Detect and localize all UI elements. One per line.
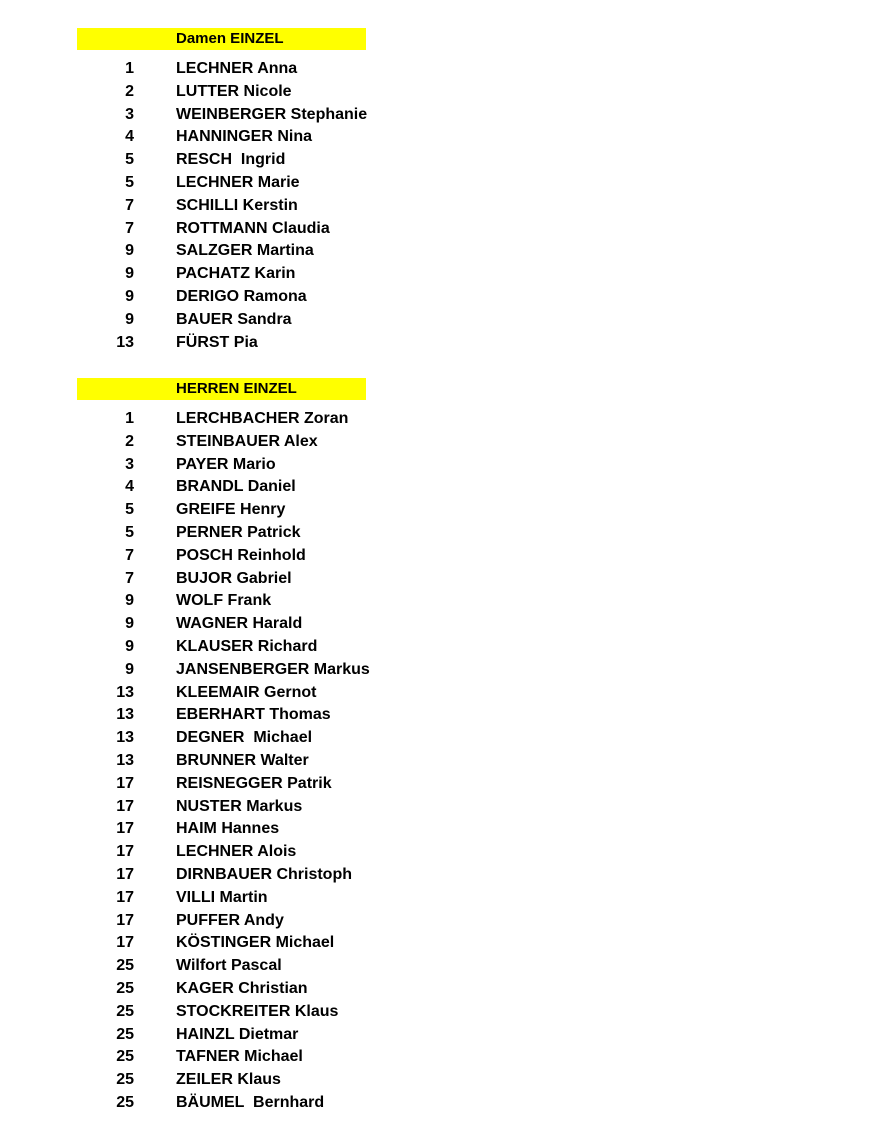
ranking-row xyxy=(77,242,377,265)
player-name: BRANDL Daniel xyxy=(176,478,296,496)
rank-number: 3 xyxy=(125,455,134,473)
rank-number: 13 xyxy=(116,729,134,747)
player-name: LECHNER Alois xyxy=(176,843,297,861)
ranking-row xyxy=(77,684,377,707)
ranking-row xyxy=(77,197,377,220)
ranking-row xyxy=(77,934,377,957)
rank-number: 17 xyxy=(116,843,134,861)
ranking-row xyxy=(77,1071,377,1094)
player-name: GREIFE Henry xyxy=(176,501,286,519)
rank-number: 9 xyxy=(125,615,134,633)
rank-number: 5 xyxy=(125,173,134,191)
rank-number: 3 xyxy=(125,105,134,123)
section-header-herren xyxy=(77,378,366,400)
ranking-row xyxy=(77,433,377,456)
ranking-row xyxy=(77,866,377,889)
ranking-row xyxy=(77,1026,377,1049)
ranking-row xyxy=(77,501,377,524)
ranking-row xyxy=(77,661,377,684)
rank-number: 25 xyxy=(116,979,134,997)
ranking-row xyxy=(77,1094,377,1117)
rank-number: 9 xyxy=(125,287,134,305)
rank-number: 13 xyxy=(116,751,134,769)
rank-number: 17 xyxy=(116,888,134,906)
player-name: FÜRST Pia xyxy=(176,333,258,351)
rank-number: 5 xyxy=(125,501,134,519)
rank-number: 1 xyxy=(125,410,134,427)
rank-number: 17 xyxy=(116,934,134,952)
rank-number: 17 xyxy=(116,774,134,792)
player-name: STOCKREITER Klaus xyxy=(176,1002,339,1020)
player-name: PUFFER Andy xyxy=(176,911,284,929)
ranking-row xyxy=(77,174,377,197)
rank-number: 7 xyxy=(125,546,134,564)
rank-number: 25 xyxy=(116,1093,134,1111)
ranking-list xyxy=(77,410,377,1117)
player-name: WOLF Frank xyxy=(176,592,272,610)
rank-number: 9 xyxy=(125,242,134,260)
rank-number: 7 xyxy=(125,219,134,237)
rank-number: 17 xyxy=(116,797,134,815)
player-name: TAFNER Michael xyxy=(176,1048,303,1066)
ranking-row xyxy=(77,410,377,433)
player-name: HAIM Hannes xyxy=(176,820,280,838)
rank-number: 2 xyxy=(125,432,134,450)
ranking-row xyxy=(77,524,377,547)
player-name: SALZGER Martina xyxy=(176,242,314,260)
ranking-row xyxy=(77,334,377,357)
player-name: BÄUMEL Bernhard xyxy=(176,1093,325,1111)
player-name: ROTTMANN Claudia xyxy=(176,219,330,237)
ranking-row xyxy=(77,456,377,479)
player-name: BAUER Sandra xyxy=(176,310,292,328)
ranking-list xyxy=(77,60,377,356)
ranking-row xyxy=(77,478,377,501)
herren-einzel-section xyxy=(77,378,377,1117)
ranking-row xyxy=(77,889,377,912)
player-name: JANSENBERGER Markus xyxy=(176,660,370,678)
rank-number: 17 xyxy=(116,911,134,929)
rank-number: 9 xyxy=(125,637,134,655)
player-name: WEINBERGER Stephanie xyxy=(176,105,368,123)
rank-number: 5 xyxy=(125,523,134,541)
player-name: HANNINGER Nina xyxy=(176,128,313,146)
player-name: KAGER Christian xyxy=(176,979,308,997)
player-name: KÖSTINGER Michael xyxy=(176,934,335,952)
ranking-row xyxy=(77,592,377,615)
rank-number: 1 xyxy=(125,60,134,77)
ranking-row xyxy=(77,83,377,106)
player-name: SCHILLI Kerstin xyxy=(176,196,298,214)
ranking-row xyxy=(77,912,377,935)
player-name: POSCH Reinhold xyxy=(176,546,306,564)
ranking-row xyxy=(77,706,377,729)
ranking-row xyxy=(77,615,377,638)
ranking-row xyxy=(77,798,377,821)
section-header-damen xyxy=(77,28,366,50)
rank-number: 9 xyxy=(125,265,134,283)
player-name: DEGNER Michael xyxy=(176,729,313,747)
rank-number: 13 xyxy=(116,683,134,701)
player-name: BRUNNER Walter xyxy=(176,751,309,769)
damen-einzel-section xyxy=(77,28,377,356)
section-title: Damen EINZEL xyxy=(176,30,284,47)
ranking-row xyxy=(77,220,377,243)
rank-number: 7 xyxy=(125,196,134,214)
ranking-row xyxy=(77,570,377,593)
rank-number: 9 xyxy=(125,592,134,610)
player-name: KLAUSER Richard xyxy=(176,637,318,655)
player-name: HAINZL Dietmar xyxy=(176,1025,299,1043)
rank-number: 2 xyxy=(125,82,134,100)
rank-number: 25 xyxy=(116,1025,134,1043)
rank-number: 7 xyxy=(125,569,134,587)
rank-number: 9 xyxy=(125,310,134,328)
rank-number: 25 xyxy=(116,1048,134,1066)
rank-number: 4 xyxy=(125,478,134,496)
player-name: Wilfort Pascal xyxy=(176,957,282,975)
rank-number: 25 xyxy=(116,1002,134,1020)
rank-number: 25 xyxy=(116,1071,134,1089)
ranking-row xyxy=(77,638,377,661)
ranking-row xyxy=(77,729,377,752)
rank-number: 17 xyxy=(116,820,134,838)
player-name: VILLI Martin xyxy=(176,888,268,906)
player-name: NUSTER Markus xyxy=(176,797,303,815)
section-title: HERREN EINZEL xyxy=(176,380,297,397)
rank-number: 13 xyxy=(116,333,134,351)
rank-number: 13 xyxy=(116,706,134,724)
player-name: EBERHART Thomas xyxy=(176,706,331,724)
ranking-row xyxy=(77,128,377,151)
player-name: BUJOR Gabriel xyxy=(176,569,292,587)
ranking-row xyxy=(77,265,377,288)
player-name: STEINBAUER Alex xyxy=(176,432,318,450)
player-name: PAYER Mario xyxy=(176,455,276,473)
ranking-row xyxy=(77,106,377,129)
player-name: PACHATZ Karin xyxy=(176,265,296,283)
player-name: PERNER Patrick xyxy=(176,523,301,541)
player-name: LECHNER Marie xyxy=(176,173,300,191)
ranking-row xyxy=(77,752,377,775)
ranking-row xyxy=(77,311,377,334)
player-name: LECHNER Anna xyxy=(176,60,298,77)
player-name: DERIGO Ramona xyxy=(176,287,307,305)
rank-number: 9 xyxy=(125,660,134,678)
ranking-row xyxy=(77,980,377,1003)
rank-number: 25 xyxy=(116,957,134,975)
ranking-row xyxy=(77,547,377,570)
ranking-row xyxy=(77,843,377,866)
player-name: ZEILER Klaus xyxy=(176,1071,281,1089)
ranking-row xyxy=(77,1003,377,1026)
ranking-row xyxy=(77,1048,377,1071)
player-name: RESCH Ingrid xyxy=(176,151,286,169)
player-name: REISNEGGER Patrik xyxy=(176,774,332,792)
rank-number: 5 xyxy=(125,151,134,169)
ranking-row xyxy=(77,151,377,174)
ranking-row xyxy=(77,775,377,798)
player-name: KLEEMAIR Gernot xyxy=(176,683,317,701)
ranking-row xyxy=(77,820,377,843)
player-name: LUTTER Nicole xyxy=(176,82,292,100)
rank-number: 17 xyxy=(116,865,134,883)
ranking-row xyxy=(77,60,377,83)
player-name: WAGNER Harald xyxy=(176,615,303,633)
ranking-row xyxy=(77,288,377,311)
rank-number: 4 xyxy=(125,128,134,146)
player-name: LERCHBACHER Zoran xyxy=(176,410,349,427)
player-name: DIRNBAUER Christoph xyxy=(176,865,352,883)
ranking-row xyxy=(77,957,377,980)
